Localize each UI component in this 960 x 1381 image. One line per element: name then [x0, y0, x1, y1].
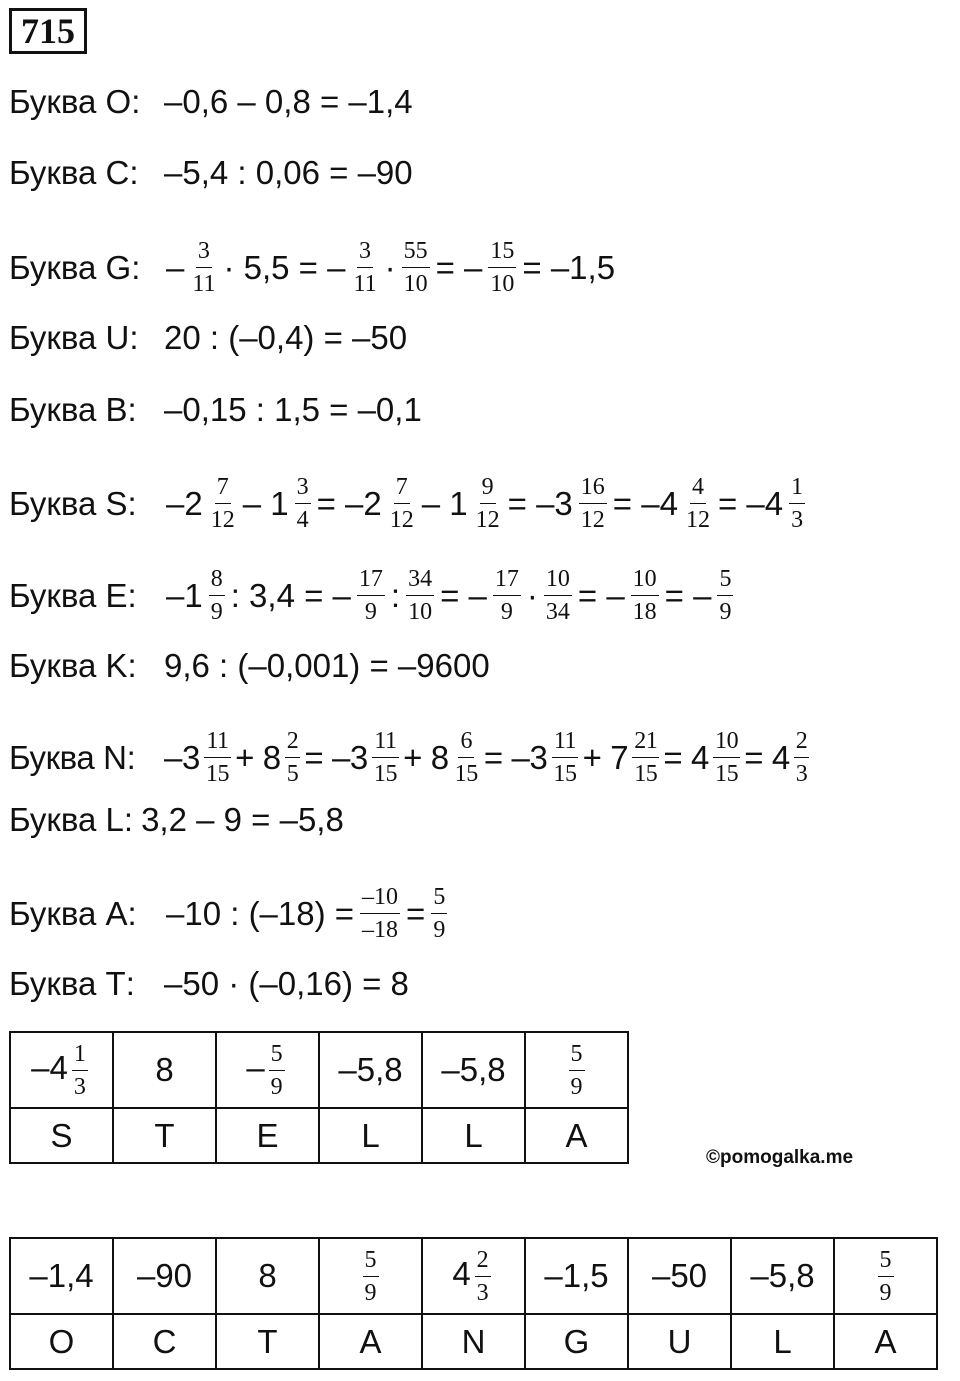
line-letter-c [9, 153, 413, 193]
denominator: 15 [553, 761, 577, 787]
table-cell-letter: G [525, 1314, 628, 1369]
expr-part: – 1 [242, 484, 289, 522]
table-cell: –50 [628, 1238, 731, 1314]
fraction [363, 1247, 379, 1306]
line-label: Буква U: [9, 319, 139, 356]
table-cell-letter: O [10, 1314, 113, 1369]
line-label: Буква G: [9, 248, 141, 286]
denominator: 15 [634, 761, 658, 787]
table-cell-letter: L [731, 1314, 834, 1369]
denominator: 9 [210, 599, 223, 625]
expr-part: = – [435, 248, 483, 286]
numerator: 34 [406, 566, 434, 596]
expr-part: : [390, 576, 401, 614]
expr-part: –3 [164, 738, 200, 776]
fraction [475, 1247, 491, 1306]
numerator: 9 [480, 474, 496, 504]
denominator: 10 [408, 599, 433, 625]
expr-part: – 1 [421, 484, 468, 522]
fraction [402, 238, 430, 297]
denominator: 9 [570, 1073, 583, 1100]
numerator: 3 [295, 474, 311, 504]
line-label: Буква K: [9, 647, 137, 684]
denominator: 10 [490, 271, 515, 297]
table-row-letters [10, 1314, 937, 1369]
denominator: 15 [373, 761, 398, 787]
numerator: 11 [204, 728, 230, 758]
line-label: Буква N: [9, 738, 136, 776]
table-row-values [10, 1032, 628, 1108]
numerator: 2 [794, 728, 810, 758]
numerator: 1 [789, 474, 805, 504]
expr-part: · 5,5 = – [223, 248, 346, 286]
numerator: 10 [631, 566, 659, 596]
denominator: 3 [795, 761, 808, 787]
fraction [789, 474, 805, 533]
denominator: 9 [879, 1279, 892, 1306]
table-cell: –90 [113, 1238, 216, 1314]
line-expression: 3,2 – 9 = –5,8 [141, 801, 344, 838]
numerator: 8 [209, 566, 225, 596]
table-cell-letter: T [113, 1108, 216, 1163]
cell-whole: 4 [452, 1254, 471, 1292]
numerator: 3 [196, 238, 212, 268]
line-label: Буква E: [9, 576, 137, 614]
fraction [209, 474, 237, 533]
numerator: 7 [215, 474, 231, 504]
fraction [544, 566, 572, 625]
table-cell-letter: E [216, 1108, 319, 1163]
numerator: 6 [458, 728, 474, 758]
line-expression: 9,6 : (–0,001) = –9600 [164, 647, 490, 684]
denominator: 9 [719, 599, 732, 625]
expr-part: = [406, 894, 426, 932]
fraction [357, 566, 385, 625]
table-row-letters [10, 1108, 628, 1163]
cell-whole: –4 [31, 1048, 68, 1086]
fraction [406, 566, 434, 625]
line-letter-n [9, 728, 813, 787]
table-cell-letter: T [216, 1314, 319, 1369]
table-cell: –1,4 [10, 1238, 113, 1314]
line-expression: –0,6 – 0,8 = –1,4 [164, 83, 413, 120]
denominator: 9 [500, 599, 513, 625]
numerator: 1 [72, 1041, 88, 1071]
denominator: 18 [632, 599, 657, 625]
denominator: 11 [353, 271, 377, 297]
expr-part: : 3,4 = – [230, 576, 351, 614]
fraction [360, 884, 400, 943]
fraction [493, 566, 521, 625]
table-cell [834, 1238, 937, 1314]
table-cell-letter: S [10, 1108, 113, 1163]
table-row-values [10, 1238, 937, 1314]
denominator: 3 [791, 507, 804, 533]
denominator: 4 [296, 507, 309, 533]
numerator: 4 [690, 474, 706, 504]
fraction [351, 238, 378, 297]
line-letter-o [9, 82, 413, 122]
line-letter-k [9, 646, 490, 686]
answer-table-stella [9, 1031, 629, 1164]
fraction [431, 884, 447, 943]
numerator: 16 [579, 474, 607, 504]
numerator: 5 [363, 1247, 379, 1277]
line-letter-a [9, 884, 451, 943]
denominator: 12 [389, 507, 414, 533]
numerator: 55 [402, 238, 430, 268]
expr-part: + 7 [582, 738, 629, 776]
table-cell [216, 1032, 319, 1108]
fraction [579, 474, 607, 533]
denominator: 15 [205, 761, 230, 787]
expr-part: –2 [166, 484, 203, 522]
numerator: 10 [544, 566, 572, 596]
expr-part: · [526, 576, 538, 614]
expr-part: –1 [166, 576, 203, 614]
table-cell-letter: A [319, 1314, 422, 1369]
line-expression: –0,15 : 1,5 = –0,1 [164, 391, 422, 428]
fraction [684, 474, 712, 533]
table-cell: –1,5 [525, 1238, 628, 1314]
fraction [717, 566, 733, 625]
answer-table-octangula [9, 1237, 938, 1370]
numerator: 5 [717, 566, 733, 596]
expr-part: = – [440, 576, 487, 614]
fraction [794, 728, 810, 787]
denominator: 9 [270, 1073, 283, 1100]
fraction [269, 1041, 285, 1100]
table-cell-letter: C [113, 1314, 216, 1369]
table-cell: 8 [216, 1238, 319, 1314]
table-cell [525, 1032, 628, 1108]
numerator: 10 [713, 728, 740, 758]
numerator: –10 [360, 884, 400, 914]
numerator: 5 [431, 884, 447, 914]
expr-part: = – [577, 576, 625, 614]
fraction [632, 728, 659, 787]
line-letter-e [9, 566, 737, 625]
fraction [551, 728, 578, 787]
expr-part: = –3 [483, 738, 548, 776]
fraction [190, 238, 217, 297]
numerator: 2 [475, 1247, 491, 1277]
table-cell-letter: A [834, 1314, 937, 1369]
line-expression: –50 · (–0,16) = 8 [164, 965, 409, 1002]
denominator: 15 [454, 761, 478, 787]
numerator: 17 [357, 566, 385, 596]
fraction [209, 566, 225, 625]
table-cell: –5,8 [731, 1238, 834, 1314]
table-cell: –5,8 [422, 1032, 525, 1108]
table-cell [422, 1238, 525, 1314]
numerator: 3 [357, 238, 373, 268]
table-cell-letter: N [422, 1314, 525, 1369]
expr-part: – [166, 248, 185, 286]
denominator: 12 [580, 507, 605, 533]
table-cell-letter: U [628, 1314, 731, 1369]
line-expression: –5,4 : 0,06 = –90 [164, 154, 413, 191]
line-letter-s [9, 474, 809, 533]
table-cell [319, 1238, 422, 1314]
line-label: Буква Т: [9, 965, 135, 1002]
line-expression: 20 : (–0,4) = –50 [164, 319, 408, 356]
table-cell-letter: A [525, 1108, 628, 1163]
fraction [388, 474, 416, 533]
line-label: Буква B: [9, 391, 137, 428]
fraction [72, 1041, 88, 1100]
numerator: 5 [878, 1247, 894, 1277]
line-letter-t [9, 964, 409, 1004]
fraction [453, 728, 480, 787]
numerator: 11 [552, 728, 578, 758]
expr-part: · [384, 248, 396, 286]
fraction [204, 728, 231, 787]
line-label: Буква А: [9, 894, 137, 932]
line-label: Буква О: [9, 83, 141, 120]
expr-part: = –1,5 [522, 248, 616, 286]
denominator: 15 [715, 761, 739, 787]
expr-part: = 4 [663, 738, 709, 776]
denominator: 11 [192, 271, 216, 297]
denominator: 9 [364, 1279, 377, 1306]
line-letter-u [9, 318, 407, 358]
fraction [474, 474, 502, 533]
numerator: 11 [372, 728, 398, 758]
fraction [488, 238, 516, 297]
denominator: 12 [685, 507, 710, 533]
table-cell [10, 1032, 113, 1108]
table-cell-letter: L [319, 1108, 422, 1163]
denominator: 12 [210, 507, 235, 533]
expr-part: = –4 [717, 484, 784, 522]
denominator: 3 [476, 1279, 489, 1306]
denominator: 3 [73, 1073, 86, 1100]
line-letter-b [9, 390, 422, 430]
denominator: 9 [364, 599, 377, 625]
expr-part: = – [664, 576, 712, 614]
fraction [285, 728, 301, 787]
expr-part: + 8 [235, 738, 281, 776]
table-cell: 8 [113, 1032, 216, 1108]
expr-part: = –2 [316, 484, 382, 522]
denominator: 10 [403, 271, 428, 297]
fraction [631, 566, 659, 625]
line-letter-g [9, 238, 617, 297]
numerator: 2 [285, 728, 301, 758]
fraction [372, 728, 399, 787]
numerator: 5 [569, 1041, 585, 1071]
line-label: Буква С: [9, 154, 139, 191]
denominator: 12 [475, 507, 500, 533]
numerator: 7 [394, 474, 410, 504]
expr-part: = –3 [304, 738, 368, 776]
denominator: –18 [362, 917, 399, 943]
denominator: 9 [433, 917, 446, 943]
cell-sign: – [246, 1048, 265, 1086]
line-letter-l [9, 800, 344, 840]
table-cell: –5,8 [319, 1032, 422, 1108]
table-cell-letter: L [422, 1108, 525, 1163]
numerator: 21 [632, 728, 659, 758]
numerator: 17 [493, 566, 521, 596]
line-label: Буква S: [9, 484, 137, 522]
expr-part: + 8 [403, 738, 449, 776]
numerator: 15 [488, 238, 516, 268]
expr-part: = –4 [612, 484, 678, 522]
denominator: 5 [286, 761, 299, 787]
numerator: 5 [269, 1041, 285, 1071]
expr-part: –10 : (–18) = [166, 894, 355, 932]
fraction [878, 1247, 894, 1306]
expr-part: = –3 [507, 484, 573, 522]
task-number: 715 [9, 8, 87, 54]
fraction [569, 1041, 585, 1100]
line-label: Буква L: [9, 801, 134, 838]
copyright-watermark: ©pomogalka.me [706, 1147, 854, 1168]
denominator: 34 [545, 599, 570, 625]
fraction [713, 728, 740, 787]
expr-part: = 4 [744, 738, 790, 776]
fraction [295, 474, 311, 533]
